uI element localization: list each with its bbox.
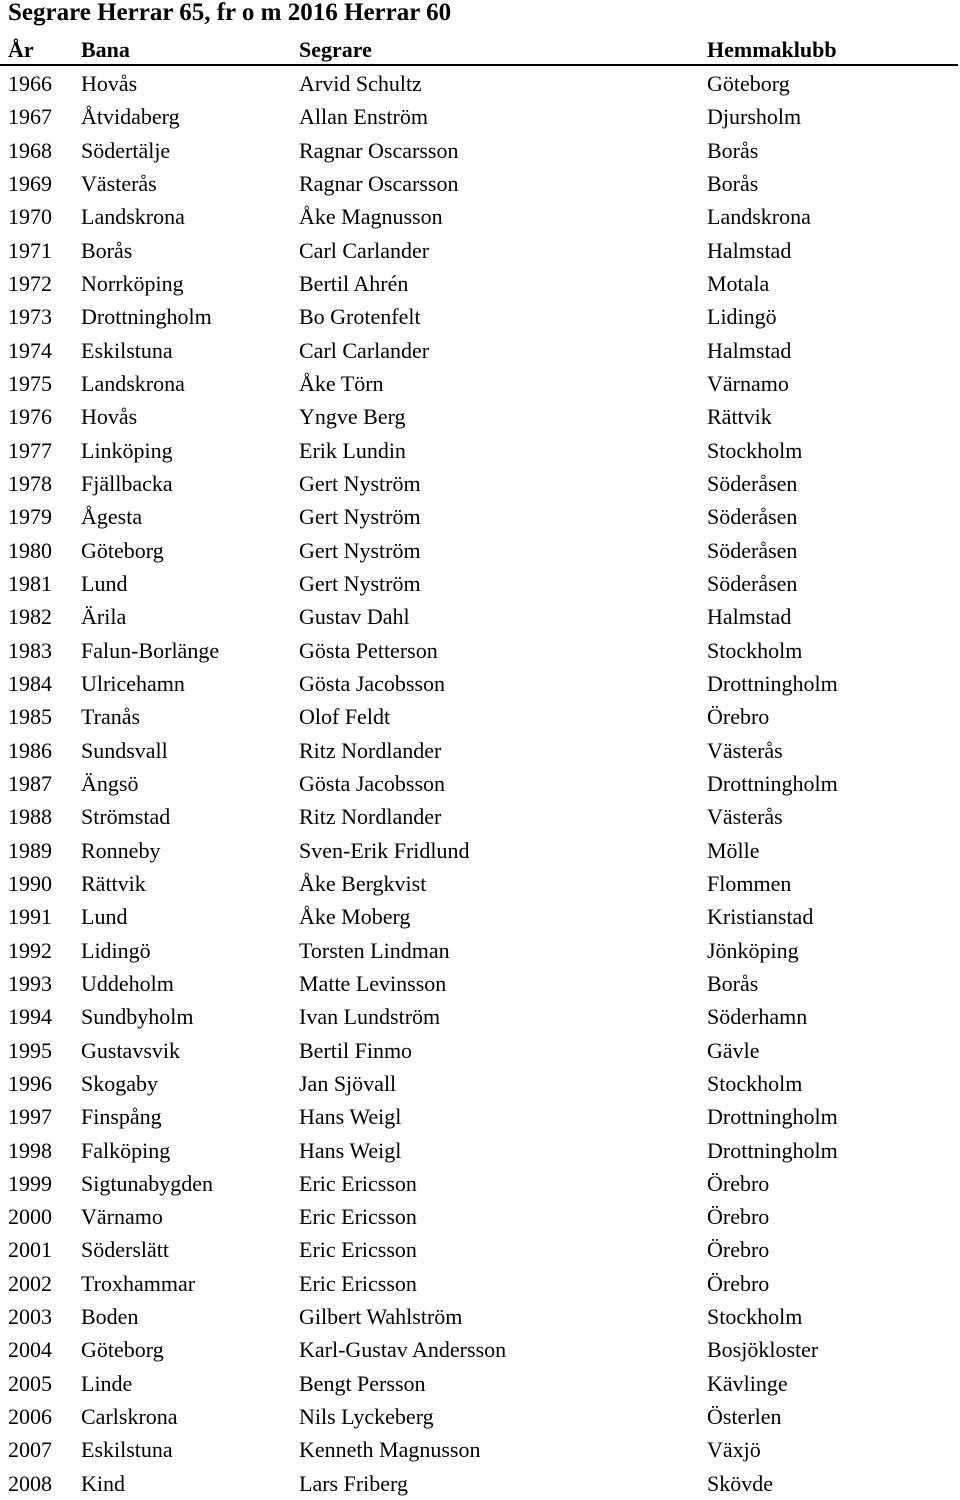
cell-course: Finspång <box>81 1104 162 1130</box>
table-row <box>0 534 960 567</box>
table-row <box>0 1467 960 1500</box>
cell-course: Ärila <box>81 604 127 630</box>
cell-year: 1972 <box>8 270 52 296</box>
cell-club: Söderåsen <box>707 470 798 496</box>
table-row <box>0 834 960 867</box>
cell-course: Tranås <box>81 704 141 730</box>
cell-winner: Bertil Ahrén <box>299 270 409 296</box>
cell-club: Landskrona <box>707 204 811 230</box>
cell-year: 1984 <box>8 670 52 696</box>
cell-club: Halmstad <box>707 337 792 363</box>
cell-course: Ågesta <box>81 504 143 530</box>
cell-winner: Bo Grotenfelt <box>299 304 421 330</box>
cell-year: 1973 <box>8 304 52 330</box>
column-header-year: År <box>8 37 34 62</box>
cell-winner: Torsten Lindman <box>299 937 450 963</box>
cell-year: 1980 <box>8 537 52 563</box>
cell-club: Skövde <box>707 1470 773 1496</box>
cell-year: 1992 <box>8 937 52 963</box>
table-row <box>0 234 960 267</box>
cell-course: Hovås <box>81 71 138 96</box>
cell-club: Söderåsen <box>707 570 798 596</box>
table-row <box>0 934 960 967</box>
cell-club: Flommen <box>707 870 792 896</box>
cell-club: Borås <box>707 137 759 163</box>
cell-winner: Gert Nyström <box>299 537 421 563</box>
cell-course: Uddeholm <box>81 970 174 996</box>
cell-winner: Gösta Petterson <box>299 637 438 663</box>
cell-year: 1996 <box>8 1070 52 1096</box>
cell-winner: Gösta Jacobsson <box>299 770 446 796</box>
cell-winner: Gert Nyström <box>299 570 421 596</box>
cell-course: Landskrona <box>81 204 185 230</box>
table-row <box>0 300 960 333</box>
cell-winner: Carl Carlander <box>299 337 430 363</box>
table-row <box>0 800 960 833</box>
cell-year: 1978 <box>8 470 52 496</box>
cell-club: Örebro <box>707 1237 770 1263</box>
cell-club: Söderåsen <box>707 504 798 530</box>
cell-club: Halmstad <box>707 604 792 630</box>
cell-winner: Jan Sjövall <box>299 1070 397 1096</box>
cell-course: Söderslätt <box>81 1237 169 1263</box>
cell-winner: Matte Levinsson <box>299 970 447 996</box>
cell-club: Drottningholm <box>707 770 838 796</box>
cell-winner: Ragnar Oscarsson <box>299 170 459 196</box>
cell-winner: Arvid Schultz <box>299 71 422 96</box>
cell-winner: Bengt Persson <box>299 1370 426 1396</box>
cell-winner: Sven-Erik Fridlund <box>299 837 470 863</box>
cell-course: Fjällbacka <box>81 470 173 496</box>
cell-club: Örebro <box>707 1270 770 1296</box>
cell-course: Drottningholm <box>81 304 212 330</box>
table-body <box>0 67 960 1500</box>
cell-course: Göteborg <box>81 1337 164 1363</box>
cell-course: Troxhammar <box>81 1270 196 1296</box>
cell-club: Söderhamn <box>707 1004 808 1030</box>
cell-course: Ulricehamn <box>81 670 185 696</box>
cell-winner: Gilbert Wahlström <box>299 1304 463 1330</box>
cell-winner: Gert Nyström <box>299 504 421 530</box>
cell-year: 1990 <box>8 870 52 896</box>
cell-winner: Åke Bergkvist <box>299 870 427 896</box>
cell-year: 1989 <box>8 837 52 863</box>
cell-club: Örebro <box>707 704 770 730</box>
cell-winner: Kenneth Magnusson <box>299 1437 481 1463</box>
cell-course: Rättvik <box>81 870 146 896</box>
cell-course: Sundsvall <box>81 737 168 763</box>
table-row <box>0 900 960 933</box>
cell-course: Lidingö <box>81 937 151 963</box>
cell-course: Linde <box>81 1370 133 1396</box>
cell-course: Södertälje <box>81 137 171 163</box>
cell-winner: Eric Ericsson <box>299 1204 417 1230</box>
page-title: Segrare Herrar 65, fr o m 2016 Herrar 60 <box>8 0 452 26</box>
table-row <box>0 367 960 400</box>
cell-club: Lidingö <box>707 304 777 330</box>
table-row <box>0 334 960 367</box>
cell-club: Göteborg <box>707 71 790 96</box>
cell-course: Lund <box>81 904 128 930</box>
table-row <box>0 100 960 133</box>
cell-club: Bosjökloster <box>707 1337 819 1363</box>
cell-course: Västerås <box>81 170 157 196</box>
cell-year: 2003 <box>8 1304 52 1330</box>
cell-club: Borås <box>707 170 759 196</box>
cell-winner: Bertil Finmo <box>299 1037 413 1063</box>
cell-club: Värnamo <box>707 370 789 396</box>
cell-year: 1971 <box>8 237 52 263</box>
cell-course: Sundbyholm <box>81 1004 194 1030</box>
table-row <box>0 400 960 433</box>
cell-course: Ängsö <box>81 770 139 796</box>
cell-course: Åtvidaberg <box>81 104 180 130</box>
cell-year: 2007 <box>8 1437 52 1463</box>
table-row <box>0 767 960 800</box>
cell-club: Gävle <box>707 1037 760 1063</box>
cell-course: Landskrona <box>81 370 185 396</box>
table-row <box>0 1000 960 1033</box>
cell-club: Borås <box>707 970 759 996</box>
table-row <box>0 1167 960 1200</box>
cell-year: 1968 <box>8 137 52 163</box>
cell-winner: Yngve Berg <box>299 404 406 430</box>
cell-year: 1969 <box>8 170 52 196</box>
table-row <box>0 1134 960 1167</box>
table-row <box>0 267 960 300</box>
cell-club: Drottningholm <box>707 1104 838 1130</box>
table-row <box>0 1400 960 1433</box>
cell-course: Carlskrona <box>81 1404 178 1430</box>
cell-year: 2005 <box>8 1370 52 1396</box>
cell-winner: Lars Friberg <box>299 1470 408 1496</box>
cell-club: Stockholm <box>707 1070 803 1096</box>
cell-winner: Gustav Dahl <box>299 604 410 630</box>
table-row <box>0 434 960 467</box>
cell-club: Drottningholm <box>707 670 838 696</box>
table-row <box>0 734 960 767</box>
cell-year: 1994 <box>8 1004 52 1030</box>
cell-year: 2006 <box>8 1404 52 1430</box>
table-header <box>0 36 958 66</box>
cell-club: Halmstad <box>707 237 792 263</box>
cell-course: Falun-Borlänge <box>81 637 220 663</box>
cell-year: 1977 <box>8 437 52 463</box>
cell-year: 1974 <box>8 337 52 363</box>
cell-course: Skogaby <box>81 1070 158 1096</box>
cell-year: 1976 <box>8 404 52 430</box>
cell-course: Norrköping <box>81 270 184 296</box>
cell-year: 1993 <box>8 970 52 996</box>
table-row <box>0 1067 960 1100</box>
cell-winner: Hans Weigl <box>299 1137 402 1163</box>
table-row <box>0 667 960 700</box>
cell-year: 1967 <box>8 104 52 130</box>
cell-club: Växjö <box>707 1437 761 1463</box>
cell-club: Örebro <box>707 1170 770 1196</box>
cell-winner: Eric Ericsson <box>299 1237 417 1263</box>
cell-course: Linköping <box>81 437 173 463</box>
cell-year: 1966 <box>8 71 52 96</box>
cell-winner: Åke Magnusson <box>299 204 443 230</box>
table-row <box>0 867 960 900</box>
cell-winner: Olof Feldt <box>299 704 391 730</box>
cell-course: Ronneby <box>81 837 161 863</box>
cell-course: Eskilstuna <box>81 1437 173 1463</box>
column-header-course: Bana <box>81 37 130 62</box>
table-row <box>0 600 960 633</box>
cell-club: Stockholm <box>707 637 803 663</box>
table-row <box>0 467 960 500</box>
cell-year: 1970 <box>8 204 52 230</box>
cell-winner: Ragnar Oscarsson <box>299 137 459 163</box>
cell-winner: Åke Törn <box>299 370 384 396</box>
cell-club: Örebro <box>707 1204 770 1230</box>
cell-year: 1987 <box>8 770 52 796</box>
cell-year: 1981 <box>8 570 52 596</box>
table-row <box>0 1233 960 1266</box>
cell-club: Mölle <box>707 837 760 863</box>
cell-club: Drottningholm <box>707 1137 838 1163</box>
cell-year: 1985 <box>8 704 52 730</box>
cell-winner: Hans Weigl <box>299 1104 402 1130</box>
cell-course: Eskilstuna <box>81 337 173 363</box>
cell-club: Västerås <box>707 804 783 830</box>
cell-year: 1991 <box>8 904 52 930</box>
cell-year: 2002 <box>8 1270 52 1296</box>
cell-winner: Nils Lyckeberg <box>299 1404 434 1430</box>
cell-club: Djursholm <box>707 104 802 130</box>
cell-course: Sigtunabygden <box>81 1170 213 1196</box>
cell-course: Lund <box>81 570 128 596</box>
table-row <box>0 1433 960 1466</box>
cell-year: 1979 <box>8 504 52 530</box>
cell-course: Göteborg <box>81 537 164 563</box>
cell-course: Hovås <box>81 404 138 430</box>
table-row <box>0 1367 960 1400</box>
column-header-club: Hemmaklubb <box>707 37 837 62</box>
cell-year: 1988 <box>8 804 52 830</box>
cell-winner: Ritz Nordlander <box>299 737 442 763</box>
cell-winner: Ritz Nordlander <box>299 804 442 830</box>
cell-year: 2000 <box>8 1204 52 1230</box>
cell-course: Boden <box>81 1304 139 1330</box>
cell-club: Kristianstad <box>707 904 814 930</box>
cell-year: 1975 <box>8 370 52 396</box>
table-row <box>0 634 960 667</box>
table-row <box>0 1034 960 1067</box>
cell-winner: Eric Ericsson <box>299 1270 417 1296</box>
cell-year: 1997 <box>8 1104 52 1130</box>
cell-club: Stockholm <box>707 1304 803 1330</box>
cell-year: 1983 <box>8 637 52 663</box>
table-row <box>0 700 960 733</box>
cell-course: Värnamo <box>81 1204 163 1230</box>
cell-club: Stockholm <box>707 437 803 463</box>
cell-club: Motala <box>707 270 770 296</box>
cell-club: Västerås <box>707 737 783 763</box>
cell-year: 2001 <box>8 1237 52 1263</box>
table-row <box>0 967 960 1000</box>
table-row <box>0 200 960 233</box>
table-row <box>0 500 960 533</box>
table-row <box>0 134 960 167</box>
table-row <box>0 567 960 600</box>
cell-club: Söderåsen <box>707 537 798 563</box>
cell-club: Österlen <box>707 1404 782 1430</box>
table-row <box>0 1100 960 1133</box>
cell-winner: Åke Moberg <box>299 904 411 930</box>
table-row <box>0 67 960 100</box>
cell-year: 1986 <box>8 737 52 763</box>
table-row <box>0 1333 960 1366</box>
column-header-winner: Segrare <box>299 37 372 62</box>
cell-course: Borås <box>81 237 133 263</box>
cell-year: 1982 <box>8 604 52 630</box>
cell-course: Strömstad <box>81 804 171 830</box>
cell-club: Rättvik <box>707 404 772 430</box>
cell-winner: Gert Nyström <box>299 470 421 496</box>
cell-year: 2004 <box>8 1337 52 1363</box>
cell-year: 2008 <box>8 1470 52 1496</box>
cell-winner: Erik Lundin <box>299 437 406 463</box>
cell-year: 1995 <box>8 1037 52 1063</box>
cell-winner: Allan Enström <box>299 104 428 130</box>
cell-winner: Carl Carlander <box>299 237 430 263</box>
cell-course: Kind <box>81 1470 125 1496</box>
table-row <box>0 1200 960 1233</box>
cell-club: Jönköping <box>707 937 799 963</box>
cell-year: 1998 <box>8 1137 52 1163</box>
cell-winner: Ivan Lundström <box>299 1004 441 1030</box>
cell-club: Kävlinge <box>707 1370 788 1396</box>
cell-winner: Karl-Gustav Andersson <box>299 1337 507 1363</box>
cell-winner: Gösta Jacobsson <box>299 670 446 696</box>
cell-year: 1999 <box>8 1170 52 1196</box>
cell-winner: Eric Ericsson <box>299 1170 417 1196</box>
cell-course: Falköping <box>81 1137 171 1163</box>
table-row <box>0 167 960 200</box>
table-row <box>0 1267 960 1300</box>
cell-course: Gustavsvik <box>81 1037 180 1063</box>
table-row <box>0 1300 960 1333</box>
